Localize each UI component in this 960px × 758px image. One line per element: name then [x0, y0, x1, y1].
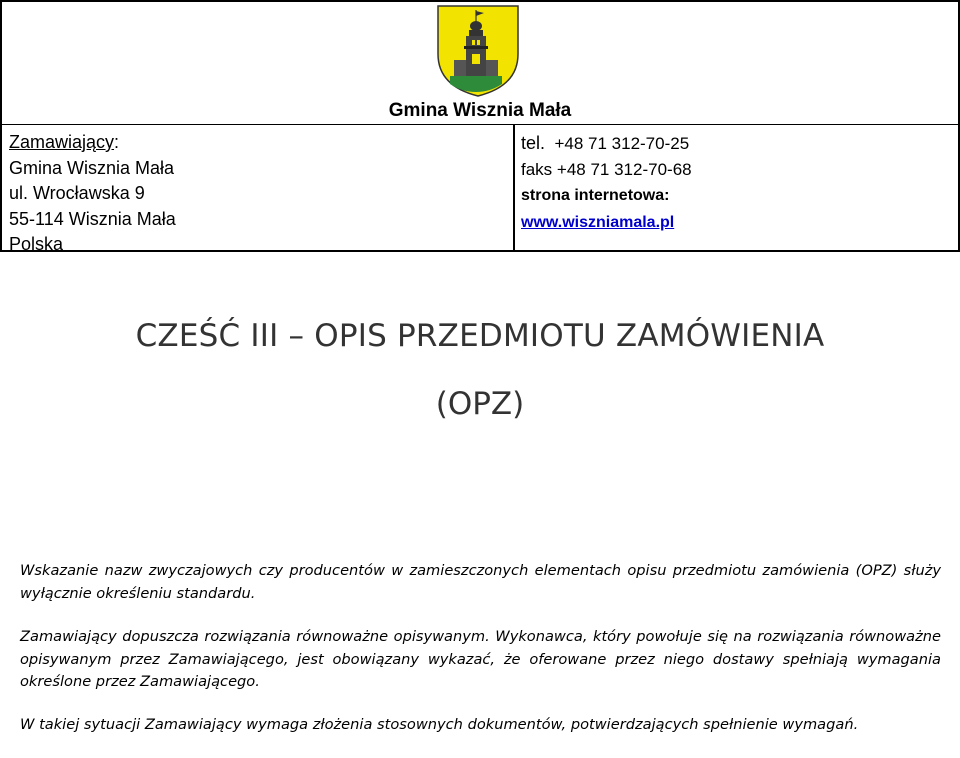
phone-label: tel.	[521, 133, 546, 153]
header-table	[0, 0, 960, 252]
phone-value: +48 71 312-70-25	[554, 134, 690, 153]
buyer-label: Zamawiający	[9, 132, 115, 152]
fax-line: faks +48 71 312-70-68	[521, 160, 692, 179]
phone-line	[521, 130, 692, 157]
document-title: CZEŚĆ III – OPIS PRZEDMIOTU ZAMÓWIENIA	[135, 318, 825, 354]
buyer-label-line	[9, 130, 176, 156]
website-link[interactable]: www.wiszniamala.pl	[521, 214, 675, 231]
contact-block	[521, 130, 692, 236]
header-column-divider	[513, 124, 515, 252]
header-divider	[2, 124, 958, 125]
municipal-crest-icon	[436, 4, 520, 98]
buyer-country: Polska	[9, 234, 64, 254]
buyer-name: Gmina Wisznia Mała	[9, 157, 175, 178]
paragraph-documents-required: W takiej sytuacji Zamawiający wymaga złożenia stosownych dokumentów, potwierdzających spełnienie wymagań.	[20, 716, 859, 733]
paragraph-equivalent-solutions: Zamawiający dopuszcza rozwiązania równoważne opisywanym. Wykonawca, który powołuje się na rozwiązania równoważne opisywanym przez Zamawiającego, jest obowiązany wykazać, że oferowane przez niego dostawy spełniają wymagania określone przez Zamawiającego.	[20, 628, 941, 690]
header-top	[2, 2, 958, 124]
paragraph-standard-note: Wskazanie nazw zwyczajowych czy producentów w zamieszczonych elementach opisu przedmiotu zamówienia (OPZ) służy wyłącznie określeniu standardu.	[20, 562, 941, 602]
org-name: Gmina Wisznia Mała	[388, 100, 572, 121]
buyer-street: ul. Wrocławska 9	[9, 183, 145, 203]
buyer-address-block	[9, 130, 176, 258]
buyer-city: 55-114 Wisznia Mała	[9, 208, 176, 229]
website-label: strona internetowa:	[521, 187, 670, 204]
document-subtitle: (OPZ)	[435, 386, 525, 422]
buyer-label-colon: :	[114, 132, 120, 152]
